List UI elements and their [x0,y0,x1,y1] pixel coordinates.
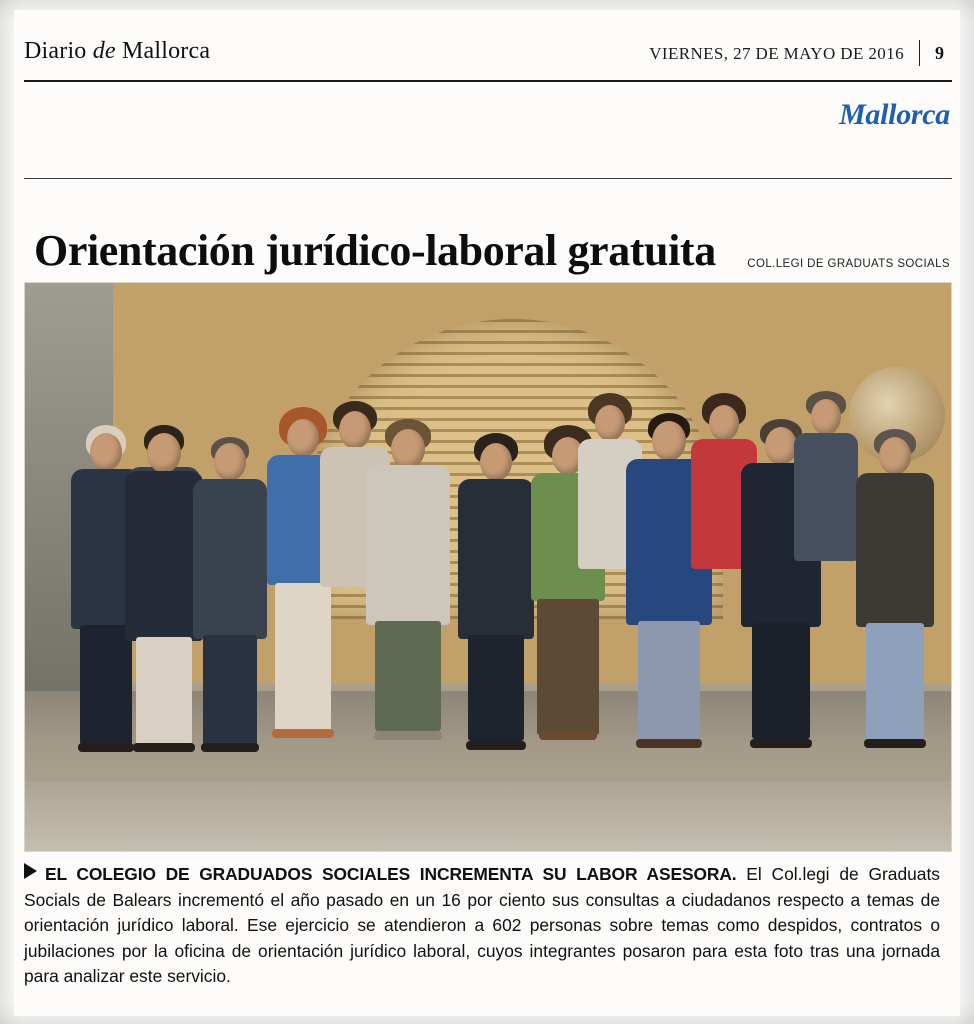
photo-person-legs [136,637,192,747]
section-rule [24,178,952,179]
caption-body: El Col.legi de Graduats Socials de Balears incrementó el año pasado en un 16 por ciento sus consultas a ciudadanos respecto a temas de orientación jurídico laboral. Ese ejercicio se atendieron a 602 personas sobre temas como despidos, contratos o jubilaciones por la oficina de orientación jurídico laboral, cuyos integrantes posaron para esta foto tras una jornada para analizar este servicio. [24,864,940,986]
masthead-rule [24,80,952,82]
photo-person-body [366,465,450,625]
photo-person-legs [468,635,524,741]
photo-person-legs [375,621,441,731]
photo-person-head [287,419,319,457]
photo-person-shoes [864,739,926,748]
photo-person-legs [638,621,700,741]
photo-person-body [193,479,267,639]
photo-person-shoes [750,739,812,748]
photo-person-head [480,443,512,481]
photo-person [797,391,855,691]
article-photo [24,282,952,852]
newspaper-title-part2: de [92,38,122,64]
photo-person-head [652,421,686,461]
photo-person-head [214,443,246,481]
photo-person-body [458,479,534,639]
photo-credit: COL.LEGI DE GRADUATS SOCIALS [747,258,950,270]
photo-person-shoes [201,743,259,752]
photo-person-head [811,399,841,435]
photo-person-head [391,429,425,469]
photo-person-head [765,427,797,465]
caption-lead: EL COLEGIO DE GRADUADOS SOCIALES INCREMENTA SU LABOR ASESORA. [45,864,737,884]
photo-person-head [709,405,739,441]
photo-person-shoes [272,729,334,738]
photo-floor-reflection [25,781,951,851]
photo-person [853,429,937,755]
photo-person-shoes [539,731,597,740]
photo-caption [24,862,940,990]
photo-person-head [147,433,181,473]
photo-person [363,419,453,755]
photo-person [193,437,267,755]
photo-person-legs [275,583,331,733]
photo-person-body [125,471,203,641]
photo-person-body [856,473,934,627]
photo-person-shoes [133,743,195,752]
section-title: Mallorca [839,98,950,131]
masthead-divider [919,40,920,66]
issue-date: VIERNES, 27 DE MAYO DE 2016 [649,44,904,63]
photo-person-legs [866,623,924,741]
page-title: Orientación jurídico-laboral gratuita [34,226,716,276]
page-number: 9 [935,43,944,63]
newspaper-title [24,38,210,65]
photo-person-head [90,433,122,471]
newspaper-title-part1: Diario [24,38,93,64]
photo-person-shoes [636,739,702,748]
newspaper-title-part3: Mallorca [121,38,211,64]
photo-person-legs [203,635,257,747]
caption-arrow-icon [24,863,37,879]
photo-person-shoes [466,741,526,750]
photo-person-head [879,437,911,475]
masthead [14,38,956,80]
photo-person-body [794,433,858,561]
photo-scene [25,283,951,851]
photo-person-shoes [374,731,442,740]
